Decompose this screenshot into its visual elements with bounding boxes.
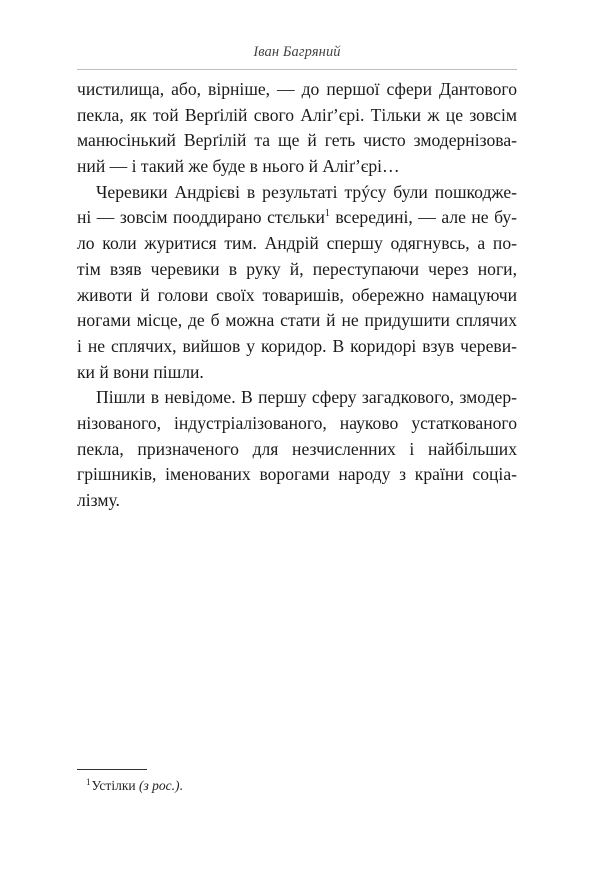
text-line: і не сплячих, вийшов у коридор. В коридорі взув череви- <box>77 335 517 356</box>
text-line-with-footnote <box>77 205 517 231</box>
text-fragment: всередині, — але не бу- <box>329 207 517 228</box>
footnote-text: Устілки <box>91 778 139 793</box>
footnote-end: . <box>179 778 183 793</box>
footnote-rule <box>77 769 147 770</box>
text-line: лізму. <box>77 490 120 510</box>
running-head: Іван Багряний <box>253 44 341 60</box>
footnote-number: 1 <box>86 777 91 787</box>
text-line: манюсінький Верґілій та ще й геть чисто змодернізова- <box>77 130 517 151</box>
text-line: грішників, іменованих ворогами народу з країни соціа- <box>77 464 517 485</box>
header-rule <box>77 69 517 70</box>
text-line: ки й вони пішли. <box>77 361 204 382</box>
footnote-source: (з рос.) <box>138 778 180 793</box>
text-line: животи й голови своїх товаришів, обережно намацуючи <box>77 284 517 305</box>
footnote-reference[interactable]: 1 <box>324 208 330 220</box>
text-line: нізованого, індустріалізованого, науково устаткованого <box>77 412 517 433</box>
text-line: тім взяв черевики в руку й, переступаючи через ноги, <box>77 258 517 279</box>
text-fragment: ні — зовсім пооддирано стєльки <box>77 207 325 228</box>
text-line: Пішли в невідоме. В першу сферу загадкового, змодер- <box>96 387 517 408</box>
text-line: пекла, як той Верґілій свого Аліґ’єрі. Тільки ж це зовсім <box>77 104 517 125</box>
text-line: ногами місце, де б можна стати й не придушити сплячих <box>77 310 517 331</box>
text-line: чистилища, або, вірніше, — до першої сфери Дантового <box>77 79 517 99</box>
text-line: пекла, призначеного для незчисленних і найбільших <box>77 438 517 459</box>
footnote <box>86 778 183 794</box>
text-line: ло коли журитися тим. Андрій спершу одягнувсь, а по- <box>77 233 517 254</box>
text-line: ний — і такий же буде в нього й Аліґ’єрі… <box>77 156 400 177</box>
body-text <box>77 77 517 514</box>
text-line: Черевики Андрієві в результаті трýсу були пошкодже- <box>96 181 517 202</box>
